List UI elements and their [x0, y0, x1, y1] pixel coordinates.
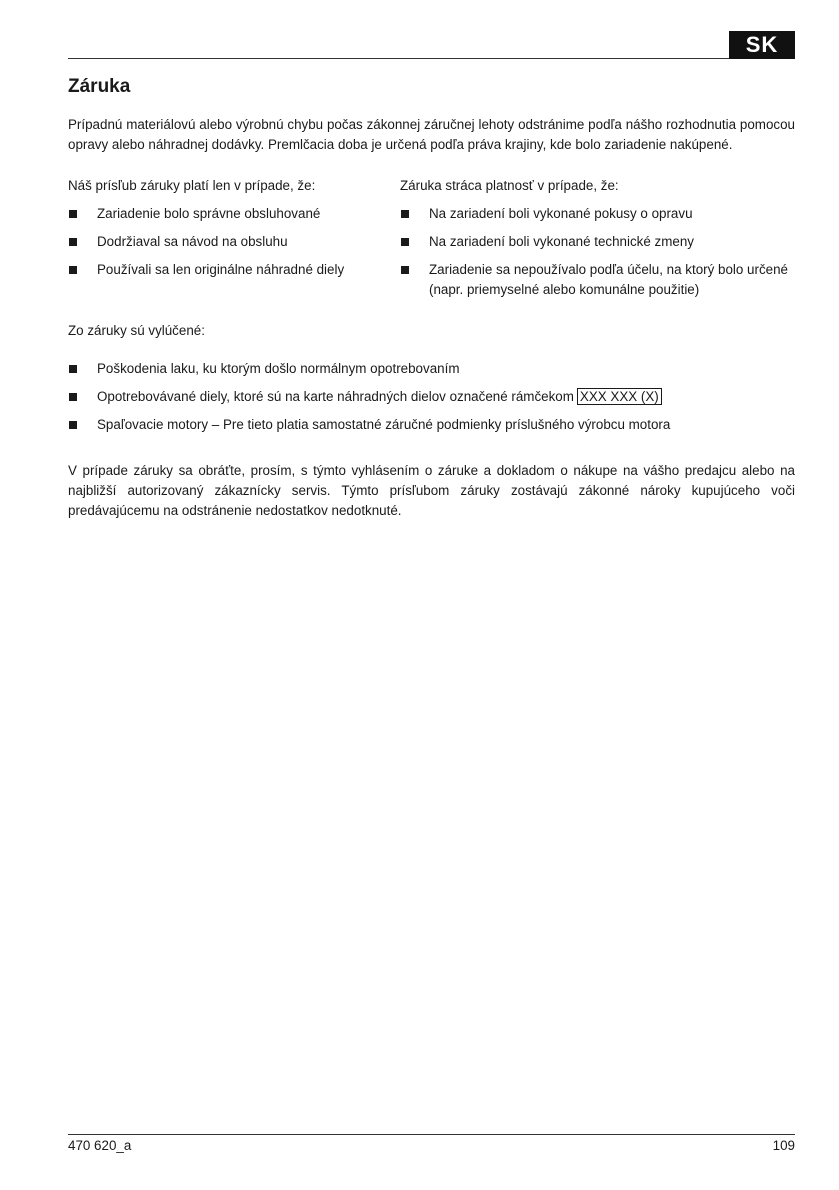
warranty-void-list — [400, 204, 795, 300]
square-bullet-icon — [69, 393, 77, 401]
closing-paragraph: V prípade záruky sa obráťte, prosím, s týmto vyhlásením o záruke a dokladom o nákupe na vášho predajcu alebo na najbližší autorizovaný zákaznícky servis. Týmto prísľubom záruky zostávajú zákonné nároky kupujúceho voči predávajúcemu na odstránenie nedostatkov nedotknuté. — [68, 463, 795, 518]
list-item-text: Na zariadení boli vykonané technické zmeny — [429, 234, 694, 249]
list-item — [400, 260, 795, 300]
list-item-text: Spaľovacie motory – Pre tieto platia samostatné záručné podmienky príslušného výrobcu motora — [97, 417, 671, 432]
warranty-void-heading: Záruka stráca platnosť v prípade, že: — [400, 178, 619, 193]
list-item — [68, 387, 795, 407]
exclusions-heading: Zo záruky sú vylúčené: — [68, 323, 205, 338]
square-bullet-icon — [401, 210, 409, 218]
list-item — [68, 232, 388, 252]
list-item-text: Dodržiaval sa návod na obsluhu — [97, 234, 288, 249]
list-item — [400, 204, 795, 224]
list-item-text: Poškodenia laku, ku ktorým došlo normálnym opotrebovaním — [97, 361, 460, 376]
language-tab: SK — [729, 31, 795, 59]
list-item-text: Používali sa len originálne náhradné diely — [97, 262, 345, 277]
warranty-valid-heading: Náš prísľub záruky platí len v prípade, že: — [68, 178, 316, 193]
list-item — [68, 359, 795, 379]
part-code-box: XXX XXX (X) — [577, 388, 662, 405]
list-item-text: Opotrebovávané diely, ktoré sú na karte náhradných dielov označené rámčekom — [97, 389, 574, 404]
square-bullet-icon — [69, 266, 77, 274]
footer-rule — [68, 1134, 795, 1135]
intro-paragraph: Prípadnú materiálovú alebo výrobnú chybu počas zákonnej záručnej lehoty odstránime podľa nášho rozhodnutia pomocou opravy alebo náhradnej dodávky. Premlčacia doba je určená podľa práva krajiny, kde bolo zariadenie nakúpené. — [68, 117, 795, 152]
list-item-text: Zariadenie bolo správne obsluhované — [97, 206, 321, 221]
warranty-void-section — [400, 176, 795, 308]
page-number: 109 — [772, 1138, 795, 1153]
page-title: Záruka — [68, 76, 131, 97]
warranty-valid-list — [68, 204, 388, 280]
square-bullet-icon — [69, 365, 77, 373]
square-bullet-icon — [69, 238, 77, 246]
exclusions-list — [68, 359, 795, 443]
list-item — [68, 204, 388, 224]
square-bullet-icon — [401, 266, 409, 274]
list-item — [68, 415, 795, 435]
list-item-text: Na zariadení boli vykonané pokusy o opravu — [429, 206, 693, 221]
list-item — [400, 232, 795, 252]
header-rule — [68, 58, 795, 59]
square-bullet-icon — [69, 210, 77, 218]
list-item — [68, 260, 388, 280]
list-item-text: Zariadenie sa nepoužívalo podľa účelu, na ktorý bolo určené (napr. priemyselné alebo komunálne použitie) — [429, 262, 788, 297]
square-bullet-icon — [69, 421, 77, 429]
square-bullet-icon — [401, 238, 409, 246]
document-number: 470 620_a — [68, 1138, 132, 1153]
warranty-valid-section — [68, 176, 388, 288]
